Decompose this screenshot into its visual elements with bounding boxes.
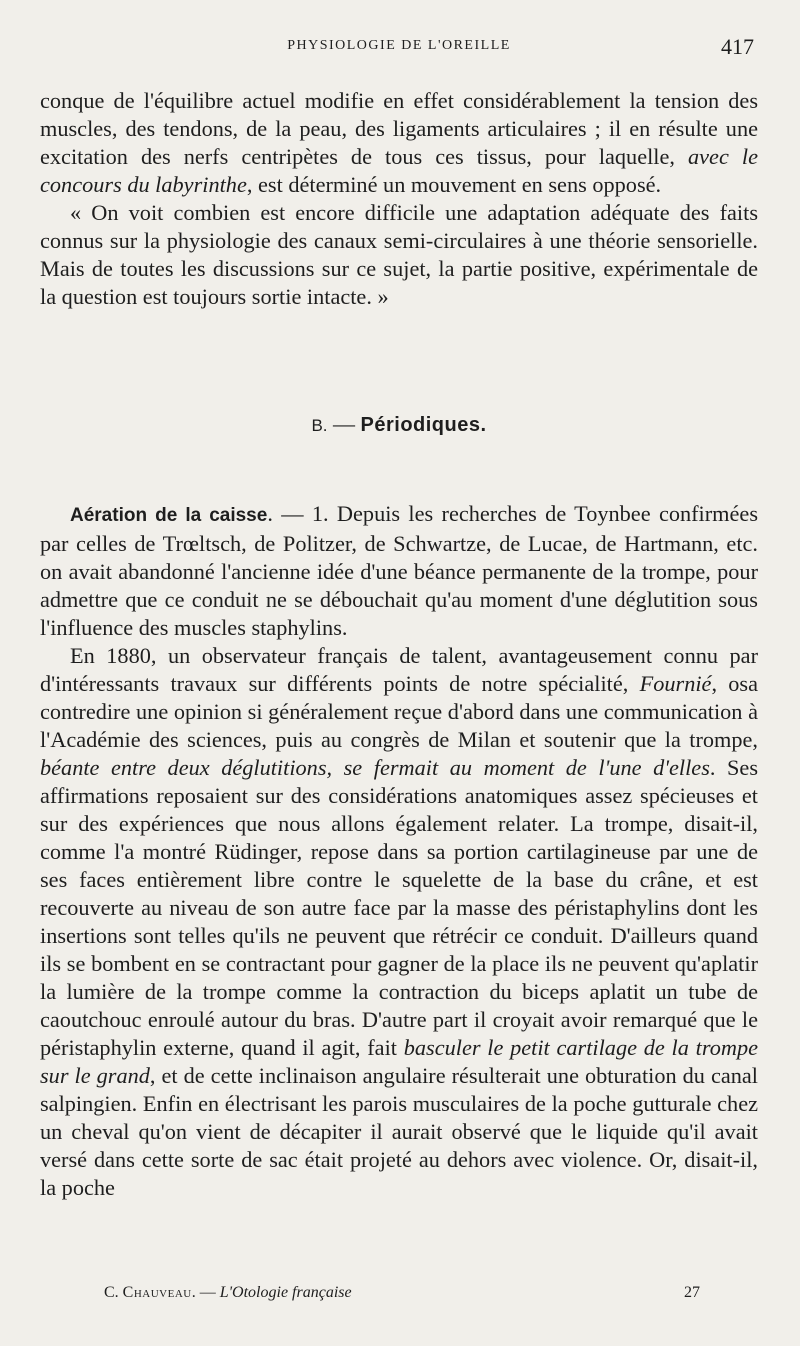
paragraph-3 [40,500,758,642]
signature-number: 27 [684,1284,700,1301]
text-block-top [40,87,758,311]
paragraph-1-italic-1: avec le concours du labyrinthe [40,144,758,197]
section-dash: — [327,411,361,436]
subheading-aeration: Aération de la caisse [70,505,268,526]
paragraph-4-italic-1: Fournié [639,671,712,696]
paragraph-4 [40,642,758,1202]
paragraph-4-text-2: , osa contredire une opinion si généralement reçue d'abord dans une communication à l'Académie des sciences, puis au congrès de Milan et soutenir que la trompe, [40,671,758,752]
paragraph-1-text-1: conque de l'équilibre actuel modifie en effet considérablement la tension des muscles, des tendons, de la peau, des ligaments articulaires ; il en résulte une excitation des nerfs centripètes de tous ces tissus, pour laquelle, [40,88,758,169]
page-footer [40,1284,758,1308]
page-number: 417 [721,34,754,59]
section-title: Périodiques. [360,414,487,436]
paragraph-1 [40,87,758,199]
section-heading [40,411,758,437]
footer-citation [104,1284,352,1302]
paragraph-4-text-4: , et de cette inclinaison angulaire résulterait une obturation du canal salpingien. Enfin en électrisant les parois musculaires de la poche gutturale chez un cheval qu'on vient de décapiter il aurait observé que le liquide qu'il avait versé dans cette sorte de sac était projeté au dehors avec violence. Or, disait-il, la poche [40,1063,758,1200]
footer-author-initial: C. [104,1284,123,1301]
footer-separator: . — [191,1284,220,1301]
paragraph-4-italic-2: béante entre deux déglutitions, se fermait au moment de l'une d'elles [40,755,710,780]
running-head [40,34,758,66]
text-block-main [40,500,758,1202]
section-letter: B. [311,416,328,435]
footer-author-name: Chauveau [122,1284,192,1301]
paragraph-4-text-3: . Ses affirmations reposaient sur des considérations anatomiques assez spécieuses et sur des expériences que nous allons également relater. La trompe, disait-il, comme l'a montré Rüdinger, repose dans sa portion cartilagineuse par une de ses faces entièrement libre contre le squelette de la base du crâne, et est recouverte au niveau de son autre face par la masse des péristaphylins dont les insertions sont telles qu'ils ne peuvent que rétrécir ce conduit. D'ailleurs quand ils se bombent en se contractant pour gagner de la place ils ne peuvent qu'aplatir la lumière de la trompe comme la contraction du biceps aplatit un tube de caoutchouc enroulé autour du bras. D'autre part il croyait avoir remarqué que le péristaphylin externe, quand il agit, fait [40,755,759,1060]
paragraph-4-text-1: En 1880, un observateur français de talent, avantageusement connu par d'intéressants travaux sur différents points de notre spécialité, [40,643,758,696]
running-title: PHYSIOLOGIE DE L'OREILLE [287,38,511,53]
paragraph-1-text-2: , est déterminé un mouvement en sens opposé. [246,172,662,197]
paragraph-3-text: . — 1. Depuis les recherches de Toynbee confirmées par celles de Trœltsch, de Politzer, de Schwartze, de Lucae, de Hartmann, etc. on avait abandonné l'ancienne idée d'une béance permanente de la trompe, pour admettre que ce conduit ne se débouchait qu'au moment d'une déglutition sous l'influence des muscles staphylins. [40,501,758,640]
book-page [40,28,758,1328]
paragraph-4-italic-3: basculer le petit cartilage de la trompe sur le grand [40,1035,758,1088]
footer-book-title: L'Otologie française [219,1284,352,1301]
paragraph-2: « On voit combien est encore difficile une adaptation adéquate des faits connus sur la physiologie des canaux semi-circulaires à une théorie sensorielle. Mais de toutes les discussions sur ce sujet, la partie positive, expérimentale de la question est toujours sortie intacte. » [40,200,758,309]
